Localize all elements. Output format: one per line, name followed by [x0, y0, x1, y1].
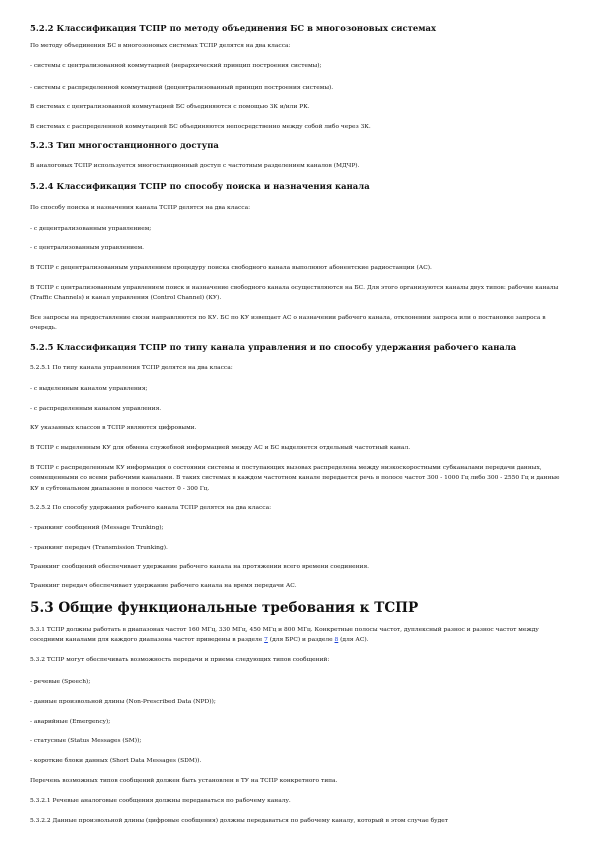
paragraph: 5.2.5.1 По типу канала управления ТСПР делятся на два класса:: [30, 365, 233, 371]
paragraph: По способу поиска и назначения канала ТСПР делятся на два класса:: [30, 205, 251, 211]
paragraph: - с выделенным каналом управления;: [30, 386, 148, 392]
paragraph: КУ указанных классов в ТСПР являются цифровыми.: [30, 425, 197, 431]
paragraph: - транкинг передач (Transmission Trunking).: [30, 545, 168, 551]
paragraph: В ТСПР с централизованным управлением поиск и назначение свободного канала осуществляются на БС. Для этого организуются каналы двух типов: рабочие каналы (Traffic Channels) и канал управления (Control Channel) (КУ).: [30, 285, 559, 302]
paragraph: Перечень возможных типов сообщений должен быть установлен в ТУ на ТСПР конкретного типа.: [30, 778, 338, 784]
paragraph: 5.2.5.2 По способу удержания рабочего канала ТСПР делятся на два класса:: [30, 505, 272, 511]
paragraph: В аналоговых ТСПР используется многостанционный доступ с частотным разделением каналов (МДЧР).: [30, 163, 360, 169]
paragraph: 5.3.2.2 Данные произвольной длины (цифровые сообщения) должны передаваться по рабочему каналу, который в этом случае будет: [30, 818, 448, 824]
paragraph: - статусные (Status Messages (SM));: [30, 738, 142, 744]
section-heading: 5.3 Общие функциональные требования к ТСПР: [30, 600, 419, 616]
subsection-heading: 5.2.3 Тип многостанционного доступа: [30, 140, 219, 150]
paragraph: - с децентрализованным управлением;: [30, 226, 152, 232]
paragraph: Транкинг передач обеспечивает удержание рабочего канала на время передачи АС.: [30, 583, 297, 589]
subsection-heading: 5.2.4 Классификация ТСПР по способу поиска и назначения канала: [30, 181, 370, 191]
paragraph: Все запросы на предоставление связи направляются по КУ. БС по КУ извещает АС о назначении рабочего канала, отклонении запроса или о постановке запроса в очередь.: [30, 315, 546, 332]
paragraph: - с распределенным каналом управления.: [30, 406, 162, 412]
subsection-heading: 5.2.2 Классификация ТСПР по методу объединения БС в многозоновых системах: [30, 23, 437, 33]
paragraph: В системах с распределенной коммутацией БС объединяются непосредственно между собой либо через ЗК.: [30, 124, 371, 130]
paragraph: - короткие блоки данных (Short Data Messages (SDM)).: [30, 758, 202, 764]
paragraph: - аварийные (Emergency);: [30, 719, 111, 725]
paragraph: - речевые (Speech);: [30, 679, 91, 685]
subsection-heading: 5.2.5 Классификация ТСПР по типу канала управления и по способу удержания рабочего канала: [30, 342, 517, 352]
paragraph: - данные произвольной длины (Non-Prescribed Data (NPD));: [30, 699, 216, 705]
paragraph: В ТСПР с распределенным КУ информация о состоянии системы и поступающих вызовах распределена между низкоскоростными субканалами передачи данных, совмещенными со всеми рабочими каналами. В таких системах в каждом частотном канале передается речь в полосе частот 300 - 1000 Гц либо 300 - 2550 Гц и данные КУ в субтональном диапазоне в полосе частот 0 - 300 Гц.: [30, 465, 560, 492]
section-link[interactable]: 8: [334, 637, 339, 644]
paragraph: В ТСПР с децентрализованным управлением процедуру поиска свободного канала выполняют абонентские радиостанции (АС).: [30, 265, 432, 271]
paragraph: В системах с централизованной коммутацией БС объединяются с помощью ЗК и/или РК.: [30, 104, 310, 110]
paragraph: - с централизованным управлением.: [30, 245, 145, 251]
paragraph: В ТСПР с выделенным КУ для обмена служебной информацией между АС и БС выделяется отдельный частотный канал.: [30, 445, 411, 451]
paragraph: 5.3.2.1 Речевые аналоговые сообщения должны передаваться по рабочему каналу.: [30, 798, 291, 804]
paragraph: - системы с централизованной коммутацией (иерархический принцип построения системы);: [30, 63, 322, 69]
paragraph: Транкинг сообщений обеспечивает удержание рабочего канала на протяжении всего времени соединения.: [30, 564, 370, 570]
paragraph: По методу объединения БС в многозоновых системах ТСПР делятся на два класса:: [30, 43, 291, 49]
section-link[interactable]: 7: [264, 637, 268, 644]
paragraph: 5.3.1 ТСПР должны работать в диапазонах частот 160 МГц, 330 МГц, 450 МГц и 800 МГц. Конкретные полосы частот, дуплексный разнос и разнос частот между соседними каналами для каждого диапазона частот приведены в разделе 7 (для БРС) и разделе 8 (для АС).: [30, 627, 539, 644]
paragraph: - системы с распределенной коммутацией (децентрализованный принцип построения системы).: [30, 85, 334, 91]
paragraph: 5.3.2 ТСПР могут обеспечивать возможность передачи и приема следующих типов сообщений:: [30, 657, 330, 663]
paragraph: - транкинг сообщений (Message Trunking);: [30, 525, 164, 531]
